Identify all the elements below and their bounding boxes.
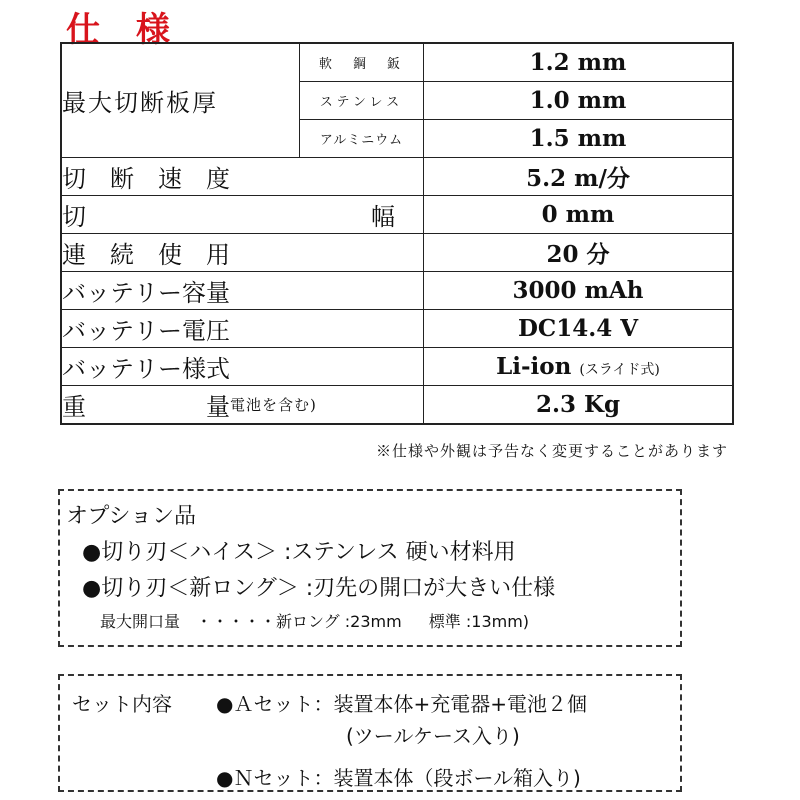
change-notice: ※仕様や外観は予告なく変更することがあります (375, 442, 728, 460)
value-mild-steel: 1.2 mm (424, 43, 734, 82)
weight-label-b: 量 (206, 393, 230, 421)
options-box (58, 489, 682, 647)
battery-type-label: バッテリー様式 (61, 348, 424, 386)
cut-speed-label: 切 断 速 度 (61, 158, 424, 196)
battery-voltage-label: バッテリー電圧 (61, 310, 424, 348)
set-contents-box (58, 674, 682, 792)
cut-width-label-a: 切 (62, 203, 86, 231)
material-stainless: ステンレス (300, 82, 424, 120)
weight-label-a: 重 (62, 393, 86, 421)
continuous-value: 20 分 (424, 234, 734, 272)
spec-row-battery-type (61, 348, 733, 386)
battery-voltage-value: DC14.4 V (424, 310, 734, 348)
spec-title: 仕 様 (66, 10, 182, 50)
opening-standard: 標準 :13mm) (428, 612, 530, 631)
option-item-hss-blade: ●切り刃＜ハイス＞ :ステンレス 硬い材料用 (82, 540, 516, 565)
set-a-line: ●Ａセット：装置本体+充電器+電池２個 (216, 692, 587, 716)
spec-row-battery-voltage (61, 310, 733, 348)
battery-capacity-label: バッテリー容量 (61, 272, 424, 310)
value-stainless: 1.0 mm (424, 82, 734, 120)
spec-table (60, 42, 734, 425)
set-n-line: ●Ｎセット：装置本体（段ボール箱入り) (216, 766, 581, 790)
spec-row-cut-speed (61, 158, 733, 196)
weight-label-note: 電池を含む) (230, 396, 317, 414)
weight-value: 2.3 Kg (424, 386, 734, 425)
value-aluminum: 1.5 mm (424, 120, 734, 158)
cut-width-label-b: 幅 (371, 203, 395, 231)
weight-label (61, 386, 424, 425)
spec-row-battery-capacity (61, 272, 733, 310)
spec-row-weight (61, 386, 733, 425)
opening-new-long: 最大開口量 ・・・・・新ロング :23mm (100, 612, 402, 631)
material-aluminum: アルミニウム (300, 120, 424, 158)
battery-capacity-value: 3000 mAh (424, 272, 734, 310)
set-a-case-note: (ツールケース入り) (346, 724, 520, 748)
option-item-new-long-blade: ●切り刃＜新ロング＞ :刃先の開口が大きい仕様 (82, 576, 556, 601)
set-contents-label: セット内容 (72, 692, 172, 716)
battery-type-note: (スライド式) (579, 362, 660, 378)
cut-speed-value: 5.2 m/分 (424, 158, 734, 196)
battery-type-value (424, 348, 734, 386)
continuous-label: 連 続 使 用 (61, 234, 424, 272)
spec-row-cut-width (61, 196, 733, 234)
cut-width-label (61, 196, 424, 234)
spec-row-continuous (61, 234, 733, 272)
spec-row-mild-steel (61, 43, 733, 82)
material-mild-steel: 軟 鋼 鈑 (300, 43, 424, 82)
options-title: オプション品 (66, 504, 197, 529)
battery-type-main: Li-ion (496, 353, 572, 380)
option-opening-note (100, 609, 551, 632)
max-thickness-label: 最大切断板厚 (61, 43, 300, 158)
cut-width-value: 0 mm (424, 196, 734, 234)
